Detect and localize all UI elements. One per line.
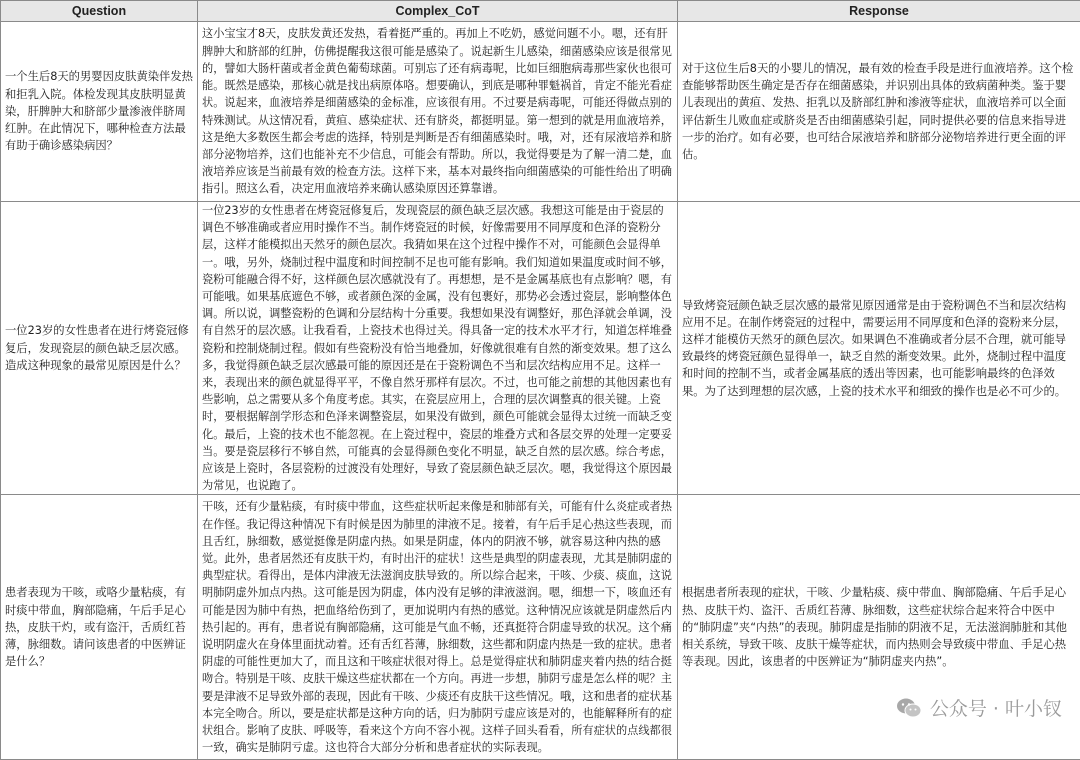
header-complex-cot: Complex_CoT — [198, 1, 678, 22]
header-question: Question — [1, 1, 198, 22]
header-response: Response — [678, 1, 1080, 22]
question-cell: 一个生后8天的男婴因皮肤黄染伴发热和拒乳入院。体检发现其皮肤明显黄染，肝脾肿大和脐部少量渗液伴脐周红肿。在此情况下，哪种检查方法最有助于确诊感染病因？ — [1, 22, 198, 202]
question-cell: 患者表现为干咳，或咯少量粘痰，有时痰中带血，胸部隐痛，午后手足心热，皮肤干灼，或有盗汗，舌质红苔薄，脉细数。请问该患者的中医辨证是什么？ — [1, 495, 198, 760]
wechat-icon — [896, 697, 922, 719]
response-cell: 导致烤瓷冠颜色缺乏层次感的最常见原因通常是由于瓷粉调色不当和层次结构应用不足。在制作烤瓷冠的过程中，需要运用不同厚度和色泽的瓷粉来分层，这样才能模仿天然牙的颜色层次。如果调色不准确或者分层不合理，就可能导致最终的烤瓷冠颜色显得单一，缺乏自然的渐变效果。此外，烧制过程中温度和时间的控制不当，或者金属基底的透出等因素，也可能影响最终的色泽效果。为了达到理想的层次感，上瓷的技术水平和细致的操作也是必不可少的。 — [678, 202, 1080, 495]
header-row — [1, 1, 1080, 22]
cot-cell: 这小宝宝才8天，皮肤发黄还发热，看着挺严重的。再加上不吃奶，感觉问题不小。嗯，还有肝脾肿大和脐部的红肿，仿佛提醒我这很可能是感染了。说起新生儿感染，细菌感染应该是很常见的，譬如大肠杆菌或者金黄色葡萄球菌。可别忘了还有病毒呢，比如巨细胞病毒那些家伙也很可能。既然是感染，那核心就是找出病原体咯。想要确认，到底是哪种罪魁祸首，肯定不能光看症状。说起来，血液培养是细菌感染的金标准，应该很有用。不过要是病毒呢，可能还得做点别的特殊测试。从这情况看，黄疸、感染症状、还有脐炎，都挺明显。第一想到的就是用血液培养，这是绝大多数医生都会考虑的选择，特别是判断是否有细菌感染时。哦，对，还有尿液培养和脐部分泌物培养，这们也能补充不少信息，可能会有帮助。所以，我觉得要是为了解一清二楚，血液培养应该是当前最有效的检查方法。这样下来，基本对最终指向细菌感染的可能性给出了明确指引。照这么看，决定用血液培养来确认感染原因还算靠谱。 — [198, 22, 678, 202]
response-cell: 对于这位生后8天的小婴儿的情况，最有效的检查手段是进行血液培养。这个检查能够帮助医生确定是否存在细菌感染，并识别出具体的致病菌种类。鉴于婴儿表现出的黄疸、发热、拒乳以及脐部红肿和渗液等症状，血液培养可以全面评估新生儿败血症或脐炎是否由细菌感染引起，同时提供必要的信息来指导进一步的治疗。如有必要，也可结合尿液培养和脐部分泌物培养进行更全面的评估。 — [678, 22, 1080, 202]
cot-cell: 干咳，还有少量粘痰，有时痰中带血，这些症状听起来像是和肺部有关，可能有什么炎症或者热在作怪。我记得这种情况下有时候是因为肺里的津液不足。接着，有午后手足心热这些表现，而且舌红，脉细数，感觉挺像是阴虚内热。如果是阴虚，体内的阴液不够，就容易这种内热的感觉。此外，患者居然还有皮肤干灼，有时出汗的症状！这些是典型的阴虚表现，尤其是肺阴虚的典型症状。看得出，是体内津液无法滋润皮肤导致的。所以综合起来，干咳、少痰、痰血，这说明肺阴虚外加点内热。这可能是因为阴虚，体内没有足够的津液滋润。嗯，细想一下，咳血还有可能是因为肺中有热，把血络给伤到了，更加说明内有热的感觉。这种情况应该就是阴虚然后内热引起的。再有，患者说有胸部隐痛，这可能是气血不畅，还真挺符合阴虚导致的状况。这个痛说明阴虚火在身体里面扰动着。还有舌红苔薄，脉细数，这些都和阴虚内热是一致的症状。患者阴虚的可能性更加大了，而且这和干咳症状很对得上。总是觉得症状和肺阴虚夹着内热的结合挺吻合。特别是干咳、皮肤干燥这些症状都在一个方向。再进一步想，肺阴亏虚是怎么样的呢？主要是津液不足导致外部的表现，因此有干咳、少痰还有皮肤干这些情况。哦，这和患者的症状基本完全吻合。所以，要是症状都是这种方向的话，归为肺阴亏虚应该是对的，也能解释所有的症状组合。影响了皮肤、呼吸等，看来这个方向不容小视。这样子回头看看，所有症状的点线都很一致，确实是肺阴亏虚。这也符合大部分分析和患者症状的实际表现。 — [198, 495, 678, 760]
response-text: 根据患者所表现的症状，干咳、少量粘痰、痰中带血、胸部隐痛、午后手足心热、皮肤干灼、盗汗、舌质红苔薄、脉细数，这些症状综合起来符合中医中的“肺阴虚”夹“内热”的表现。肺阴虚是指肺的阴液不足，无法滋润肺脏和其他相关系统，导致干咳、皮肤干燥等症状，而内热则会导致痰中带血、手足心热等表现。因此，该患者的中医辨证为“肺阴虚夹内热”。 — [682, 586, 1067, 668]
watermark-text: 公众号 · 叶小钗 — [930, 694, 1062, 721]
cot-cell: 一位23岁的女性患者在烤瓷冠修复后，发现瓷层的颜色缺乏层次感。我想这可能是由于瓷层的调色不够准确或者应用时操作不当。制作烤瓷冠的时候，好像需要用不同厚度和色泽的瓷粉分层，这样才能模拟出天然牙的颜色层次。我猜如果在这个过程中操作不对，可能颜色会显得单一。哦，另外，烧制过程中温度和时间控制不足也可能有影响。我们知道如果温度或时间不够，瓷粉可能融合得不好，这样颜色层次感就没有了。再想想，是不是金属基底也有点影响？嗯，有可能哦。如果基底遮色不够，或者颜色深的金属，没有包裹好，那势必会透过瓷层，影响整体色调。所以说，调整瓷粉的色调和分层结构十分重要。我想如果没有调整好，那色泽就会单调，没有自然牙的层次感。让我看看，上瓷技术也得过关。得具备一定的技术水平才行，知道怎样堆叠瓷粉和控制烧制过程。假如有些瓷粉没有恰当地叠加，好像就很难有自然的渐变效果。想了这么多，我觉得颜色缺乏层次感最可能的原因还是在于瓷粉调色不当和层次结构应用不足。这样一来，表现出来的颜色就显得平平，不像自然牙那样有层次。不过，也可能之前想的其他因素也有些影响，总之需要从多个角度考虑。其实，在瓷层应用上，合理的层次调整真的很关键。上瓷时，要根据解剖学形态和色泽来调整瓷层，如果没有做到，颜色可能就会显得太过统一而缺乏变化。最后，上瓷的技术也不能忽视。在上瓷过程中，瓷层的堆叠方式和各层交界的处理一定要妥当。要是瓷层移行不够自然，可能真的会显得颜色变化不明显，缺乏自然的层次感。综合考虑，应该是上瓷时，各层瓷粉的过渡没有处理好，导致了瓷层颜色缺乏层次。嗯，我觉得这个原因最为常见，也说跑了。 — [198, 202, 678, 495]
table-row — [1, 202, 1080, 495]
question-cell: 一位23岁的女性患者在进行烤瓷冠修复后，发现瓷层的颜色缺乏层次感。造成这种现象的最常见原因是什么？ — [1, 202, 198, 495]
table-row — [1, 22, 1080, 202]
watermark — [896, 694, 1062, 721]
